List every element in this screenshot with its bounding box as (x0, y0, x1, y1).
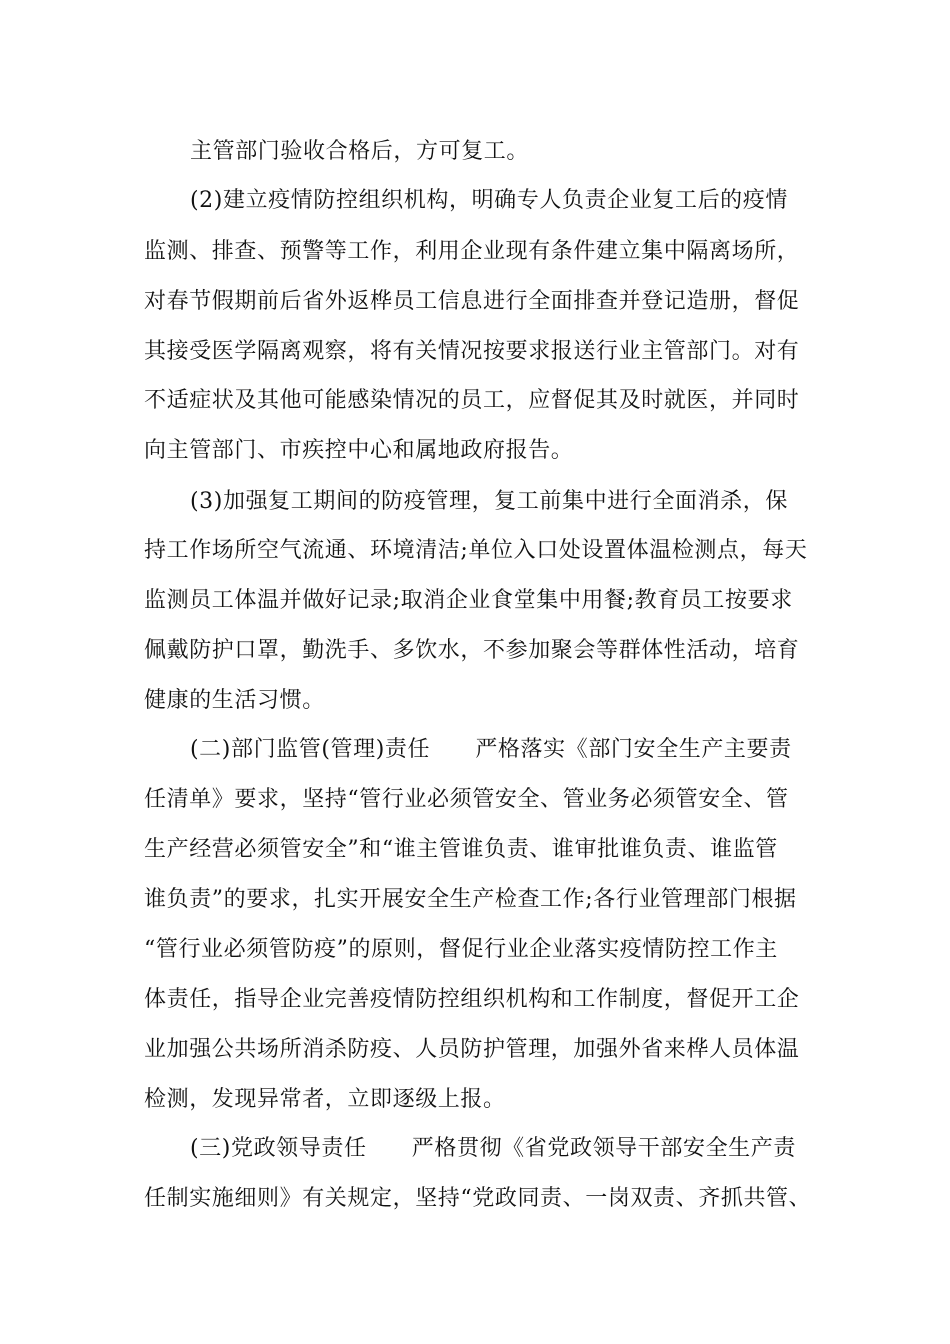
text-line: 任制实施细则》有关规定，坚持“党政同责、一岗双责、齐抓共管、 (144, 1186, 812, 1211)
text-line: (2)建立疫情防控组织机构，明确专人负责企业复工后的疫情 (190, 188, 788, 213)
text-line: “管行业必须管防疫”的原则，督促行业企业落实疫情防控工作主 (144, 937, 778, 962)
text-line: (3)加强复工期间的防疫管理，复工前集中进行全面消杀，保 (190, 489, 788, 514)
text-line: 生产经营必须管安全”和“谁主管谁负责、谁审批谁负责、谁监管 (144, 837, 778, 862)
text-line: 健康的生活习惯。 (144, 688, 325, 713)
text-line: 主管部门验收合格后，方可复工。 (190, 139, 530, 164)
text-line: 佩戴防护口罩，勤洗手、多饮水，不参加聚会等群体性活动，培育 (144, 638, 800, 663)
text-line: 任清单》要求，坚持“管行业必须管安全、管业务必须管安全、管 (144, 787, 789, 812)
text-line: 业加强公共场所消杀防疫、人员防护管理，加强外省来桦人员体温 (144, 1037, 800, 1062)
text-line: (三)党政领导责任 严格贯彻《省党政领导干部安全生产责 (190, 1136, 796, 1161)
text-line: 向主管部门、市疾控中心和属地政府报告。 (144, 438, 574, 463)
text-line: 谁负责”的要求，扎实开展安全生产检查工作;各行业管理部门根据 (144, 887, 797, 912)
text-line: (二)部门监管(管理)责任 严格落实《部门安全生产主要责 (190, 737, 792, 762)
text-line: 监测员工体温并做好记录;取消企业食堂集中用餐;教育员工按要求 (144, 588, 793, 613)
text-line: 其接受医学隔离观察，将有关情况按要求报送行业主管部门。对有 (144, 339, 800, 364)
text-line: 不适症状及其他可能感染情况的员工，应督促其及时就医，并同时 (144, 388, 800, 413)
text-line: 对春节假期前后省外返桦员工信息进行全面排查并登记造册，督促 (144, 289, 800, 314)
text-line: 持工作场所空气流通、环境清洁;单位入口处设置体温检测点，每天 (144, 538, 808, 563)
text-line: 监测、排查、预警等工作，利用企业现有条件建立集中隔离场所， (144, 239, 800, 264)
text-line: 检测，发现异常者，立即逐级上报。 (144, 1087, 506, 1112)
text-line: 体责任，指导企业完善疫情防控组织机构和工作制度，督促开工企 (144, 987, 800, 1012)
